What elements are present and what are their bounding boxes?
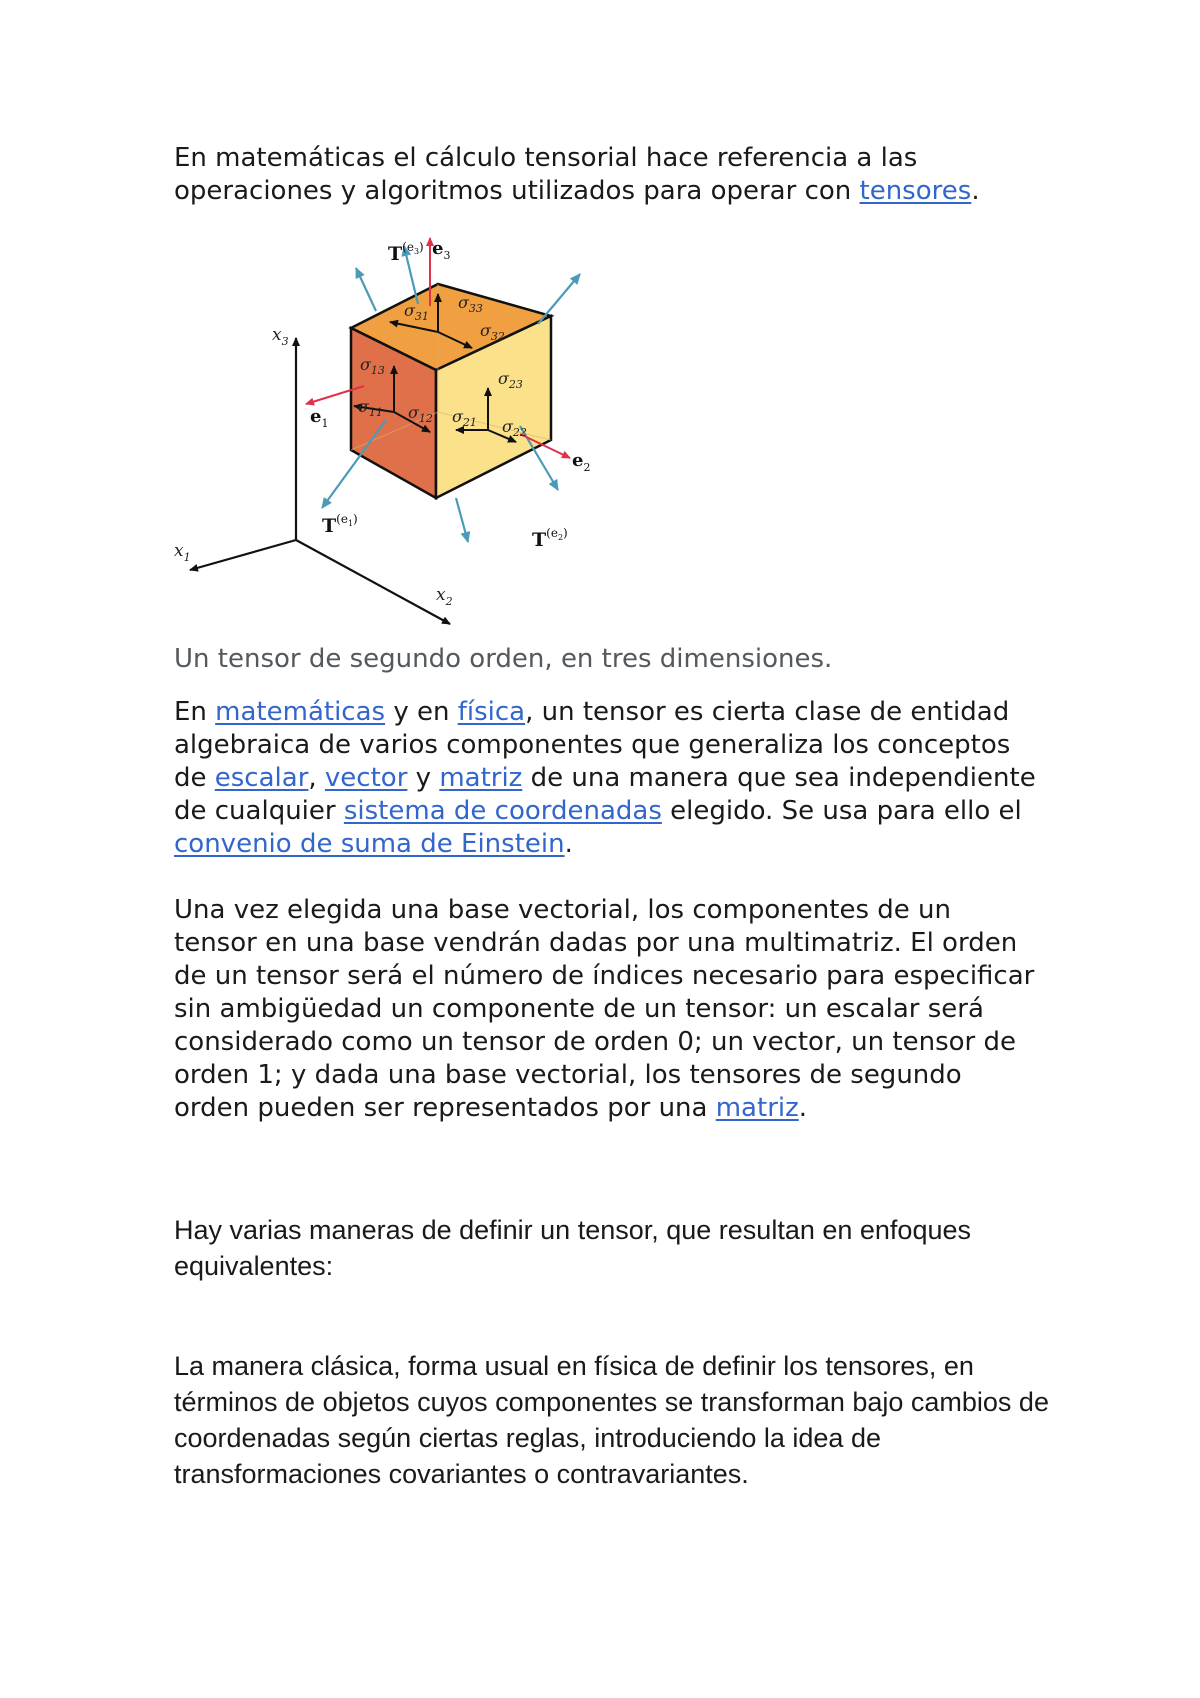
intro-paragraph xyxy=(174,142,1014,208)
x3-label: $x_3$ xyxy=(272,325,289,348)
text: y en xyxy=(385,697,458,727)
sigma-11-label: $\sigma_{11}$ xyxy=(358,397,383,419)
sigma-32-label: $\sigma_{32}$ xyxy=(480,321,505,343)
sigma-22-label: $\sigma_{22}$ xyxy=(502,417,527,439)
components-paragraph xyxy=(174,894,1040,1125)
e3-label: $e_3$ xyxy=(432,238,451,262)
text: Una vez elegida una base vectorial, los componentes de un tensor en una base vendrán dadas por una multimatriz. El orden de un tensor será el número de índices necesario para especificar sin ambigüedad un componente de un tensor: un escalar será considerado como un tensor de orden 0; un vector, un tensor de orden 1; y dada una base vectorial, los tensores de segundo orden pueden ser representados por una xyxy=(174,895,1035,1123)
text: de una manera que sea independiente de cualquier xyxy=(174,763,1036,826)
e2-label: $e_2$ xyxy=(572,450,591,474)
text: y xyxy=(407,763,440,793)
link-tensores[interactable]: tensores xyxy=(859,176,972,206)
sigma-12-label: $\sigma_{12}$ xyxy=(408,403,433,425)
e1-label: $e_1$ xyxy=(310,406,329,430)
definitions-intro-paragraph: Hay varias maneras de definir un tensor, que resultan en enfoques equivalentes: xyxy=(174,1215,971,1281)
T-e1-label: $T^{(e}1$) xyxy=(322,512,358,537)
definition-paragraph xyxy=(174,696,1044,861)
link-fisica[interactable]: física xyxy=(457,697,526,727)
text: . xyxy=(798,1093,808,1123)
link-sistema-de-coordenadas[interactable]: sistema de coordenadas xyxy=(343,796,662,826)
tensor-figure xyxy=(168,236,608,632)
text: En xyxy=(174,697,216,727)
stress-cube xyxy=(351,284,551,498)
T-e2-label: $T^{(e}2$) xyxy=(532,526,568,551)
intro-end: . xyxy=(971,176,980,206)
link-vector[interactable]: vector xyxy=(324,763,408,793)
text: . xyxy=(564,829,573,859)
sigma-23-label: $\sigma_{23}$ xyxy=(498,369,523,391)
figure-caption: Un tensor de segundo orden, en tres dimensiones. xyxy=(174,644,833,674)
text: , xyxy=(308,763,325,793)
sigma-31-label: $\sigma_{31}$ xyxy=(404,301,429,323)
link-matriz[interactable]: matriz xyxy=(439,763,523,793)
text: elegido. Se usa para ello el xyxy=(661,796,1022,826)
link-convenio-de-suma-de-einstein[interactable]: convenio de suma de Einstein xyxy=(174,829,565,859)
tensor-diagram xyxy=(168,236,608,632)
sigma-21-label: $\sigma_{21}$ xyxy=(452,407,477,429)
T-e3-label: $T^{(e}3$) xyxy=(388,240,424,265)
link-matematicas[interactable]: matemáticas xyxy=(215,697,386,727)
sigma-33-label: $\sigma_{33}$ xyxy=(458,293,483,315)
link-matriz-2[interactable]: matriz xyxy=(715,1093,799,1123)
classical-definition-paragraph: La manera clásica, forma usual en física de definir los tensores, en términos de objetos cuyos componentes se transforman bajo cambios de coordenadas según ciertas reglas, introduciendo la idea de transformaciones covariantes o contravariantes. xyxy=(174,1351,1049,1489)
sigma-13-label: $\sigma_{13}$ xyxy=(360,355,385,377)
text: , un tensor es cierta clase de entidad algebraica de varios componentes que generaliza los conceptos de xyxy=(174,697,1011,793)
link-escalar[interactable]: escalar xyxy=(214,763,309,793)
intro-text: En matemáticas el cálculo tensorial hace referencia a las operaciones y algoritmos utilizados para operar con xyxy=(174,143,918,206)
x1-label: $x_1$ xyxy=(174,541,191,564)
x2-label: $x_2$ xyxy=(436,585,453,608)
